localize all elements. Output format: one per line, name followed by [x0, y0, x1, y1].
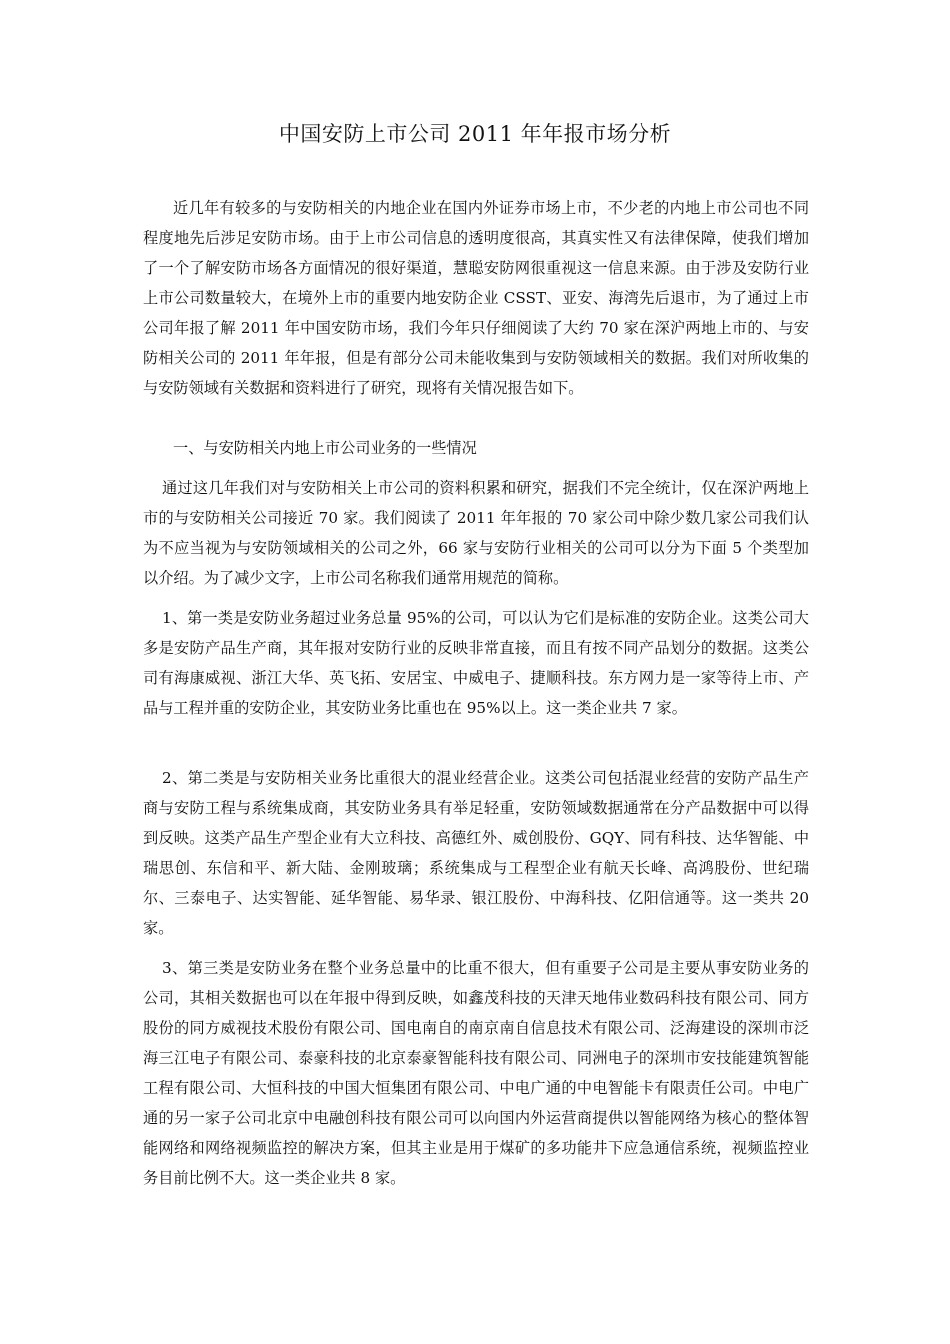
- paragraph-intro: 近几年有较多的与安防相关的内地企业在国内外证券市场上市，不少老的内地上市公司也不同程度地先后涉足安防市场。由于上市公司信息的透明度很高，其真实性又有法律保障，使我们增加了一个了解安防市场各方面情况的很好渠道，慧聪安防网很重视这一信息来源。由于涉及安防行业上市公司数量较大，在境外上市的重要内地安防企业 CSST、亚安、海湾先后退市，为了通过上市公司年报了解 2011 年中国安防市场，我们今年只仔细阅读了大约 70 家在深沪两地上市的、与安防相关公司的 2011 年年报，但是有部分公司未能收集到与安防领域相关的数据。我们对所收集的与安防领域有关数据和资料进行了研究，现将有关情况报告如下。: [143, 199, 809, 397]
- section-heading-1: 一、与安防相关内地上市公司业务的一些情况: [173, 439, 477, 457]
- document-title: 中国安防上市公司 2011 年年报市场分析: [278, 122, 672, 146]
- paragraph-overview: 通过这几年我们对与安防相关上市公司的资料积累和研究，据我们不完全统计，仅在深沪两地上市的与安防相关公司接近 70 家。我们阅读了 2011 年年报的 70 家公司中除少数几家公司我们认为不应当视为与安防领域相关的公司之外，66 家与安防行业相关的公司可以分为下面 5 个类型加以介绍。为了减少文字，上市公司名称我们通常用规范的简称。: [143, 479, 809, 587]
- paragraph-category-2: 2、第二类是与安防相关业务比重很大的混业经营企业。这类公司包括混业经营的安防产品生产商与安防工程与系统集成商，其安防业务具有举足轻重，安防领域数据通常在分产品数据中可以得到反映。这类产品生产型企业有大立科技、高德红外、威创股份、GQY、同有科技、达华智能、中瑞思创、东信和平、新大陆、金刚玻璃；系统集成与工程型企业有航天长峰、高鸿股份、世纪瑞尔、三泰电子、达实智能、延华智能、易华录、银江股份、中海科技、亿阳信通等。这一类共 20 家。: [143, 769, 810, 937]
- paragraph-category-1: 1、第一类是安防业务超过业务总量 95%的公司，可以认为它们是标准的安防企业。这类公司大多是安防产品生产商，其年报对安防行业的反映非常直接，而且有按不同产品划分的数据。这类公司有海康威视、浙江大华、英飞拓、安居宝、中威电子、捷顺科技。东方网力是一家等待上市、产品与工程并重的安防企业，其安防业务比重也在 95%以上。这一类企业共 7 家。: [143, 609, 809, 717]
- paragraph-category-3: 3、第三类是安防业务在整个业务总量中的比重不很大，但有重要子公司是主要从事安防业务的公司，其相关数据也可以在年报中得到反映，如鑫茂科技的天津天地伟业数码科技有限公司、同方股份的同方威视技术股份有限公司、国电南自的南京南自信息技术有限公司、泛海建设的深圳市泛海三江电子有限公司、泰豪科技的北京泰豪智能科技有限公司、同洲电子的深圳市安技能建筑智能工程有限公司、大恒科技的中国大恒集团有限公司、中电广通的中电智能卡有限责任公司。中电广通的另一家子公司北京中电融创科技有限公司可以向国内外运营商提供以智能网络为核心的整体智能网络和网络视频监控的解决方案，但其主业是用于煤矿的多功能井下应急通信系统，视频监控业务目前比例不大。这一类企业共 8 家。: [143, 959, 809, 1187]
